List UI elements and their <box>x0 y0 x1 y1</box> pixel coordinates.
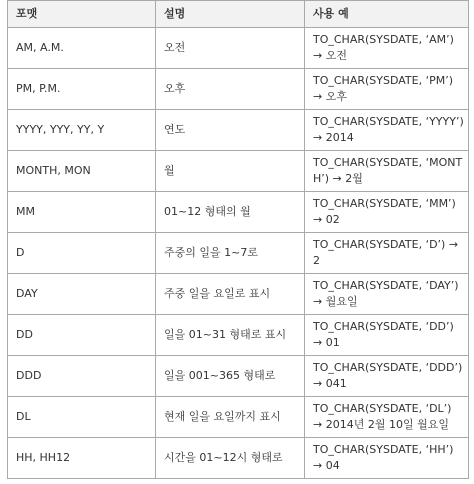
table-row <box>8 69 469 110</box>
table-header-row <box>8 1 469 28</box>
description-cell: 월 <box>156 151 305 192</box>
description-cell: 오전 <box>156 28 305 69</box>
table-row <box>8 110 469 151</box>
description-cell: 일을 001~365 형태로 <box>156 356 305 397</box>
usage-cell: TO_CHAR(SYSDATE, ‘HH’) → 04 <box>305 438 469 479</box>
table-row <box>8 233 469 274</box>
format-cell: DL <box>8 397 156 438</box>
table-row <box>8 192 469 233</box>
header-format: 포맷 <box>8 1 156 28</box>
description-cell: 일을 01~31 형태로 표시 <box>156 315 305 356</box>
description-cell: 주중의 일을 1~7로 <box>156 233 305 274</box>
table-row <box>8 315 469 356</box>
description-cell: 현재 일을 요일까지 표시 <box>156 397 305 438</box>
usage-cell: TO_CHAR(SYSDATE, ‘DL’) → 2014년 2월 10일 월요일 <box>305 397 469 438</box>
format-cell: DDD <box>8 356 156 397</box>
table-row <box>8 151 469 192</box>
format-cell: AM, A.M. <box>8 28 156 69</box>
usage-cell: TO_CHAR(SYSDATE, ‘AM’) → 오전 <box>305 28 469 69</box>
description-cell: 주중 일을 요일로 표시 <box>156 274 305 315</box>
table-row <box>8 356 469 397</box>
date-format-table <box>7 0 469 479</box>
table-row <box>8 438 469 479</box>
table-row <box>8 274 469 315</box>
description-cell: 시간을 01~12시 형태로 <box>156 438 305 479</box>
format-cell: MM <box>8 192 156 233</box>
format-cell: PM, P.M. <box>8 69 156 110</box>
usage-cell: TO_CHAR(SYSDATE, ‘YYYY’) → 2014 <box>305 110 469 151</box>
usage-cell: TO_CHAR(SYSDATE, ‘DAY’) → 월요일 <box>305 274 469 315</box>
description-cell: 오후 <box>156 69 305 110</box>
header-description: 설명 <box>156 1 305 28</box>
usage-cell: TO_CHAR(SYSDATE, ‘DDD’) → 041 <box>305 356 469 397</box>
usage-cell: TO_CHAR(SYSDATE, ‘PM’) → 오후 <box>305 69 469 110</box>
usage-cell: TO_CHAR(SYSDATE, ‘DD’) → 01 <box>305 315 469 356</box>
format-cell: HH, HH12 <box>8 438 156 479</box>
description-cell: 01~12 형태의 월 <box>156 192 305 233</box>
header-usage: 사용 예 <box>305 1 469 28</box>
table-row <box>8 397 469 438</box>
format-cell: MONTH, MON <box>8 151 156 192</box>
usage-cell: TO_CHAR(SYSDATE, ‘MM’) → 02 <box>305 192 469 233</box>
format-cell: DD <box>8 315 156 356</box>
usage-cell: TO_CHAR(SYSDATE, ‘D’) → 2 <box>305 233 469 274</box>
format-cell: D <box>8 233 156 274</box>
format-cell: YYYY, YYY, YY, Y <box>8 110 156 151</box>
format-cell: DAY <box>8 274 156 315</box>
table-row <box>8 28 469 69</box>
description-cell: 연도 <box>156 110 305 151</box>
usage-cell: TO_CHAR(SYSDATE, ‘MONTH’) → 2월 <box>305 151 469 192</box>
